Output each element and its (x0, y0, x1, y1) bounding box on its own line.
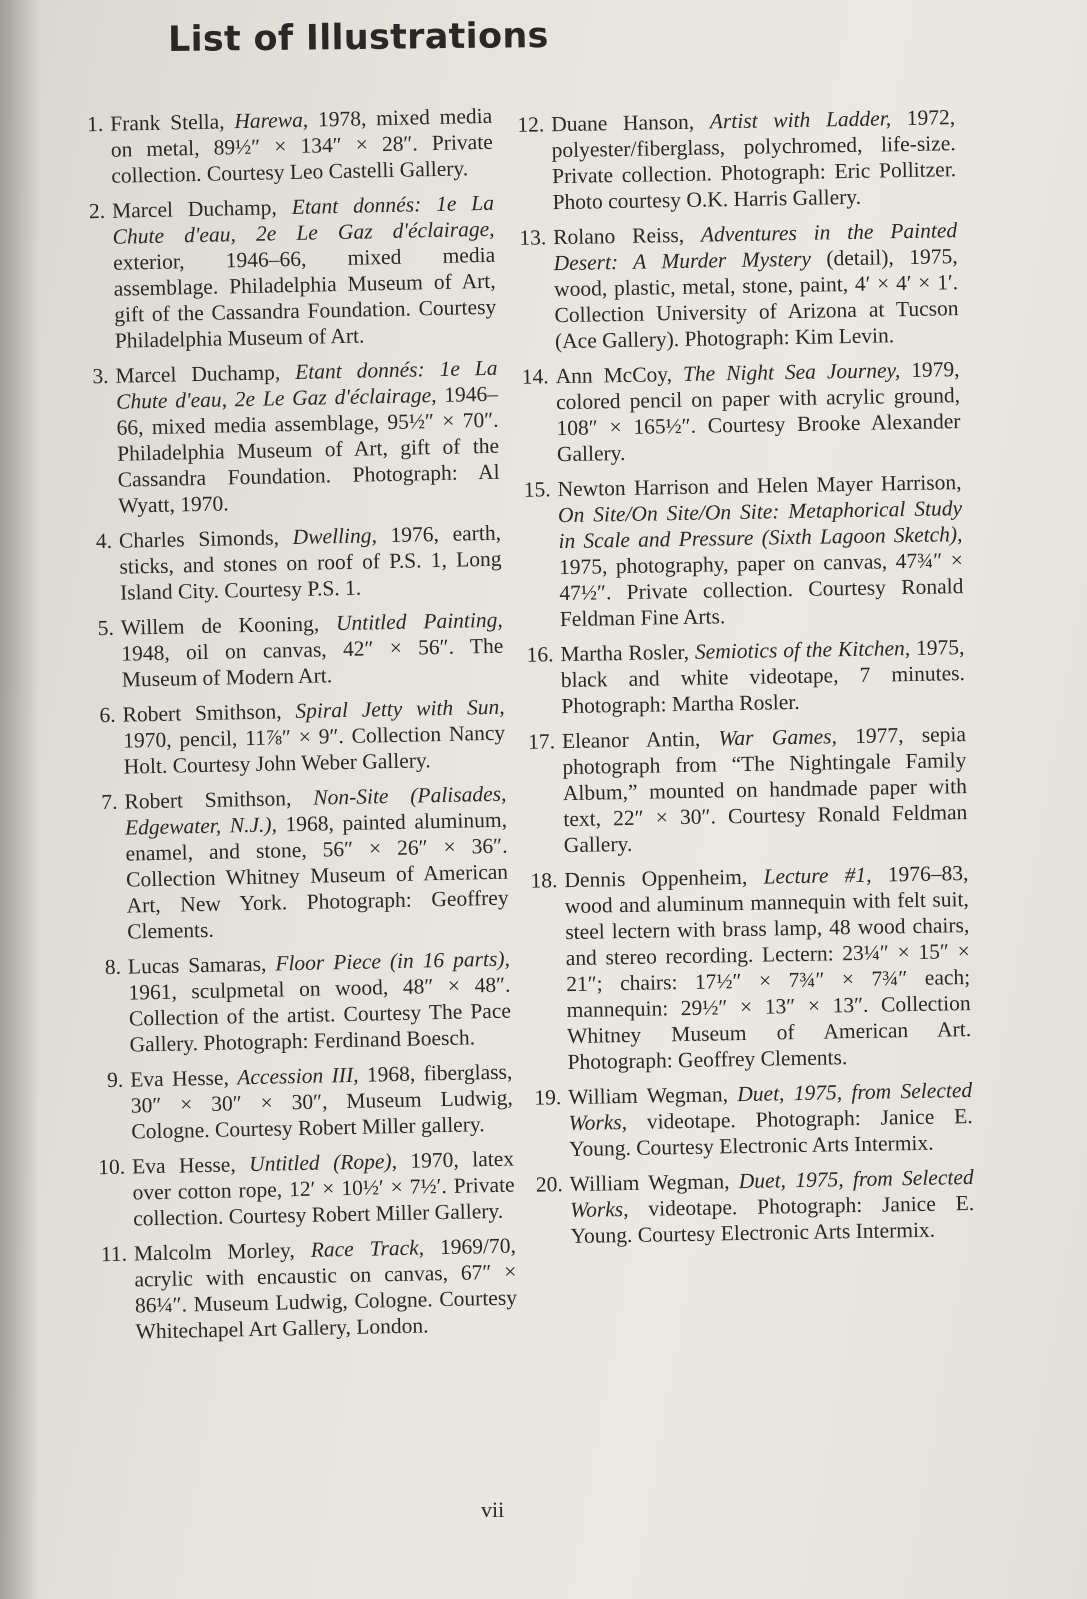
entry-title-italic: Untitled Painting, (335, 607, 503, 636)
page-binding-shadow (0, 0, 40, 1599)
entry-text-run: 1969/70, acrylic with encaustic on canvas, 67″ × 86¼″. Museum Ludwig, Cologne. Courtesy Whitechapel Art Gallery, London. (134, 1233, 518, 1344)
entry-text-run: 1970, latex over cotton rope, 12′ × 10½′ × 7½′. Private collection. Courtesy Robert Miller Gallery. (132, 1146, 515, 1231)
entry-text (132, 1146, 516, 1232)
entry-text (112, 190, 497, 354)
entry-text (562, 721, 968, 858)
entry-title-italic: Adventures in the Painted Desert: A Murder Mystery (553, 218, 958, 276)
entry-text (553, 217, 959, 354)
illustration-entry (54, 190, 497, 355)
entry-number: 8. (104, 954, 122, 980)
entry-text-run: 1977, sepia photograph from “The Nightingale Family Album,” mounted on handmade paper with text, 22″ × 30″. Courtesy Ronald Feldman Gallery. (562, 722, 968, 858)
illustration-entry (61, 520, 503, 607)
entry-number: 5. (97, 615, 115, 641)
illustration-entry (509, 356, 961, 468)
entry-text-run: Martha Rosler, (560, 639, 696, 667)
entry-title-italic: Race Track, (310, 1235, 425, 1262)
illustration-entry (64, 694, 506, 781)
illustration-entry (507, 217, 959, 355)
entry-text-run: 1972, polyester/fiberglass, polychromed, life-size. Private collection. Photograph: Eric Pollitzer. Photo courtesy O.K. Harris Gallery. (551, 105, 957, 215)
entry-title-italic: Non-Site (Palisades, Edgewater, N.J.), (124, 781, 507, 840)
entry-number: 13. (519, 225, 547, 250)
entry-text (130, 1059, 514, 1145)
entry-text (122, 694, 506, 780)
entry-title-italic: War Games, (718, 724, 838, 751)
illustration-entry (66, 781, 509, 946)
entry-text-run: 1976, earth, sticks, and stones on roof of P.S. 1, Long Island City. Courtesy P.S. 1. (119, 520, 502, 605)
entry-text (124, 781, 509, 945)
entry-title-italic: Lecture #1, (763, 862, 872, 889)
entry-text-run: Eva Hesse, (131, 1152, 250, 1179)
entry-text-run: 1975, photography, paper on canvas, 47¾″ × 47½″. Private collection. Courtesy Ronald Feldman Fine Arts. (558, 548, 964, 632)
illustration-entry (514, 634, 965, 720)
illustration-entry (523, 1164, 974, 1250)
entry-number: 19. (534, 1085, 562, 1110)
entry-text-run: 1978, mixed media on metal, 89½″ × 134″ × 28″. Private collection. Courtesy Leo Castelli Gallery. (110, 103, 493, 188)
entry-text-run: exterior, 1946–66, mixed media assemblage. Philadelphia Museum of Art, gift of the Cassandra Foundation. Courtesy Philadelphia Museum of Art. (112, 242, 497, 353)
entry-text-run: Lucas Samaras, (127, 951, 276, 979)
entry-title-italic: On Site/On Site/On Site: Metaphorical Study in Scale and Pressure (Sixth Lagoon Sketch), (557, 496, 963, 554)
entry-text-run: Marcel Duchamp, (115, 359, 296, 388)
entry-number: 9. (106, 1067, 124, 1093)
entry-number: 15. (523, 477, 551, 502)
illustration-entry (518, 860, 972, 1076)
entry-title-italic: Duet, 1975, from Selected Works, (569, 1164, 974, 1223)
entry-title-italic: Etant donnés: 1e La Chute d'eau, 2e Le Gaz d'éclairage, (112, 190, 495, 249)
entry-title-italic: Untitled (Rope), (248, 1149, 398, 1177)
entry-number: 4. (95, 528, 113, 554)
entry-number: 7. (101, 789, 118, 815)
entry-number: 20. (535, 1172, 563, 1197)
illustration-entry (70, 946, 512, 1059)
entry-text-run: (detail), 1975, wood, plastic, metal, stone, paint, 4′ × 4′ × 1′. Collection University of Arizona at Tucson (Ace Gallery). Photograph: Kim Levin. (553, 244, 959, 354)
entry-text-run: Marcel Duchamp, (111, 195, 292, 223)
entry-title-italic: Floor Piece (in 16 parts), (275, 946, 511, 976)
entry-text (121, 607, 505, 693)
entry-text-run: Willem de Kooning, (120, 611, 337, 640)
entry-number: 11. (100, 1241, 128, 1267)
entry-text-run: Dennis Oppenheim, (564, 864, 764, 893)
entry-title-italic: Semiotics of the Kitchen, (694, 636, 911, 664)
illustration-entry (516, 721, 968, 859)
entry-text (134, 1233, 518, 1345)
entry-number: 1. (86, 111, 104, 137)
entry-text-run: Malcolm Morley, (133, 1237, 311, 1266)
entry-number: 17. (527, 729, 556, 754)
entry-text (115, 355, 500, 519)
entry-text-run: videotape. Photograph: Janice E. Young. Courtesy Electronic Arts Intermix. (570, 1190, 975, 1249)
entry-number: 10. (97, 1154, 126, 1180)
entry-text-run: 1975, black and white videotape, 7 minutes. Photograph: Martha Rosler. (560, 635, 966, 719)
entry-text-run: 1970, pencil, 11⅞″ × 9″. Collection Nancy Holt. Courtesy John Weber Gallery. (122, 720, 506, 779)
entry-text (568, 1077, 973, 1162)
entry-title-italic: Etant donnés: 1e La Chute d'eau, 2e Le Gaz d'éclairage, (115, 355, 498, 414)
entry-text-run: Frank Stella, (110, 109, 235, 136)
illustrations-column-right (505, 104, 975, 1259)
entry-text-run: William Wegman, (567, 1082, 738, 1110)
entry-text (110, 103, 494, 189)
entry-title-italic: Harewa, (234, 107, 309, 134)
entry-number: 3. (92, 363, 109, 389)
entry-text-run: 1968, painted aluminum, enamel, and stone, 56″ × 26″ × 36″. Collection Whitney Museum of American Art, New York. Photograph: Geoffrey Clements. (125, 807, 509, 944)
illustration-entry (72, 1059, 514, 1146)
illustration-entry (522, 1077, 973, 1163)
illustration-entry (511, 469, 964, 633)
entry-text (557, 469, 964, 632)
entry-title-italic: Duet, 1975, from Selected Works, (568, 1077, 973, 1136)
entry-text (555, 356, 961, 467)
entry-text-run: Robert Smithson, (124, 785, 314, 814)
entry-text-run: Charles Simonds, (118, 525, 293, 553)
entry-text-run: 1946–66, mixed media assemblage, 95½″ × 70″. Philadelphia Museum of Art, gift of the Cassandra Foundation. Photograph: Al Wyatt, 1970. (116, 381, 500, 518)
page-title: List of Illustrations (167, 16, 549, 60)
entry-text-run: Eleanor Antin, (561, 726, 719, 754)
illustration-entry (505, 104, 957, 216)
entry-text-run: Robert Smithson, (122, 699, 296, 727)
entry-text (119, 520, 503, 606)
entry-text-run: Duane Hanson, (551, 109, 710, 137)
illustration-entry (52, 103, 494, 190)
entry-text-run: Ann McCoy, (555, 361, 684, 389)
illustration-entry (76, 1233, 518, 1346)
entry-text (551, 104, 957, 215)
entry-number: 18. (530, 868, 558, 893)
entry-text-run: William Wegman, (569, 1169, 739, 1197)
entry-number: 6. (99, 702, 116, 728)
illustration-entry (57, 355, 500, 520)
entry-text (560, 634, 965, 719)
entry-text-run: Newton Harrison and Helen Mayer Harrison, (557, 470, 962, 502)
illustration-entry (74, 1146, 516, 1233)
entry-number: 12. (517, 112, 545, 137)
illustrations-column-left (52, 103, 518, 1355)
entry-text-run: 1948, oil on canvas, 42″ × 56″. The Museum of Modern Art. (121, 633, 504, 692)
illustration-entry (63, 607, 505, 694)
entry-title-italic: Dwelling, (292, 523, 378, 550)
entry-text-run: Rolano Reiss, (552, 222, 702, 250)
entry-text (569, 1164, 974, 1249)
entry-number: 2. (88, 198, 106, 224)
entry-number: 16. (526, 642, 554, 667)
entry-text-run: Eva Hesse, (130, 1065, 238, 1092)
entry-text-run: 1961, sculpmetal on wood, 48″ × 48″. Collection of the artist. Courtesy The Pace Gallery. Photograph: Ferdinand Boesch. (128, 972, 512, 1057)
entry-text (128, 946, 512, 1058)
entry-title-italic: Spiral Jetty with Sun, (295, 694, 505, 724)
entry-title-italic: The Night Sea Journey, (682, 358, 901, 386)
entry-title-italic: Accession III, (236, 1062, 359, 1090)
entry-text-run: videotape. Photograph: Janice E. Young. Courtesy Electronic Arts Intermix. (568, 1103, 973, 1162)
entry-title-italic: Artist with Ladder, (709, 106, 892, 134)
entry-text (564, 860, 972, 1075)
entry-text-run: 1968, fiberglass, 30″ × 30″ × 30″, Museum Ludwig, Cologne. Courtesy Robert Miller gallery. (130, 1059, 513, 1144)
entry-text-run: 1979, colored pencil on paper with acrylic ground, 108″ × 165½″. Courtesy Brooke Alexander Gallery. (555, 357, 961, 467)
entry-number: 14. (521, 364, 549, 389)
page-number: vii (481, 1497, 505, 1522)
entry-text-run: 1976–83, wood and aluminum mannequin with felt suit, steel lectern with brass lamp, 48 wood chairs, and stereo recording. Lectern: 23¼″ × 15″ × 21″; chairs: 17½″ × 7¾″ × 7¾″ each; mannequin: 29½″ × 13″ × 13″. Collection Whitney Museum of American Art. Photograph: Geoffrey Clements. (564, 861, 972, 1075)
